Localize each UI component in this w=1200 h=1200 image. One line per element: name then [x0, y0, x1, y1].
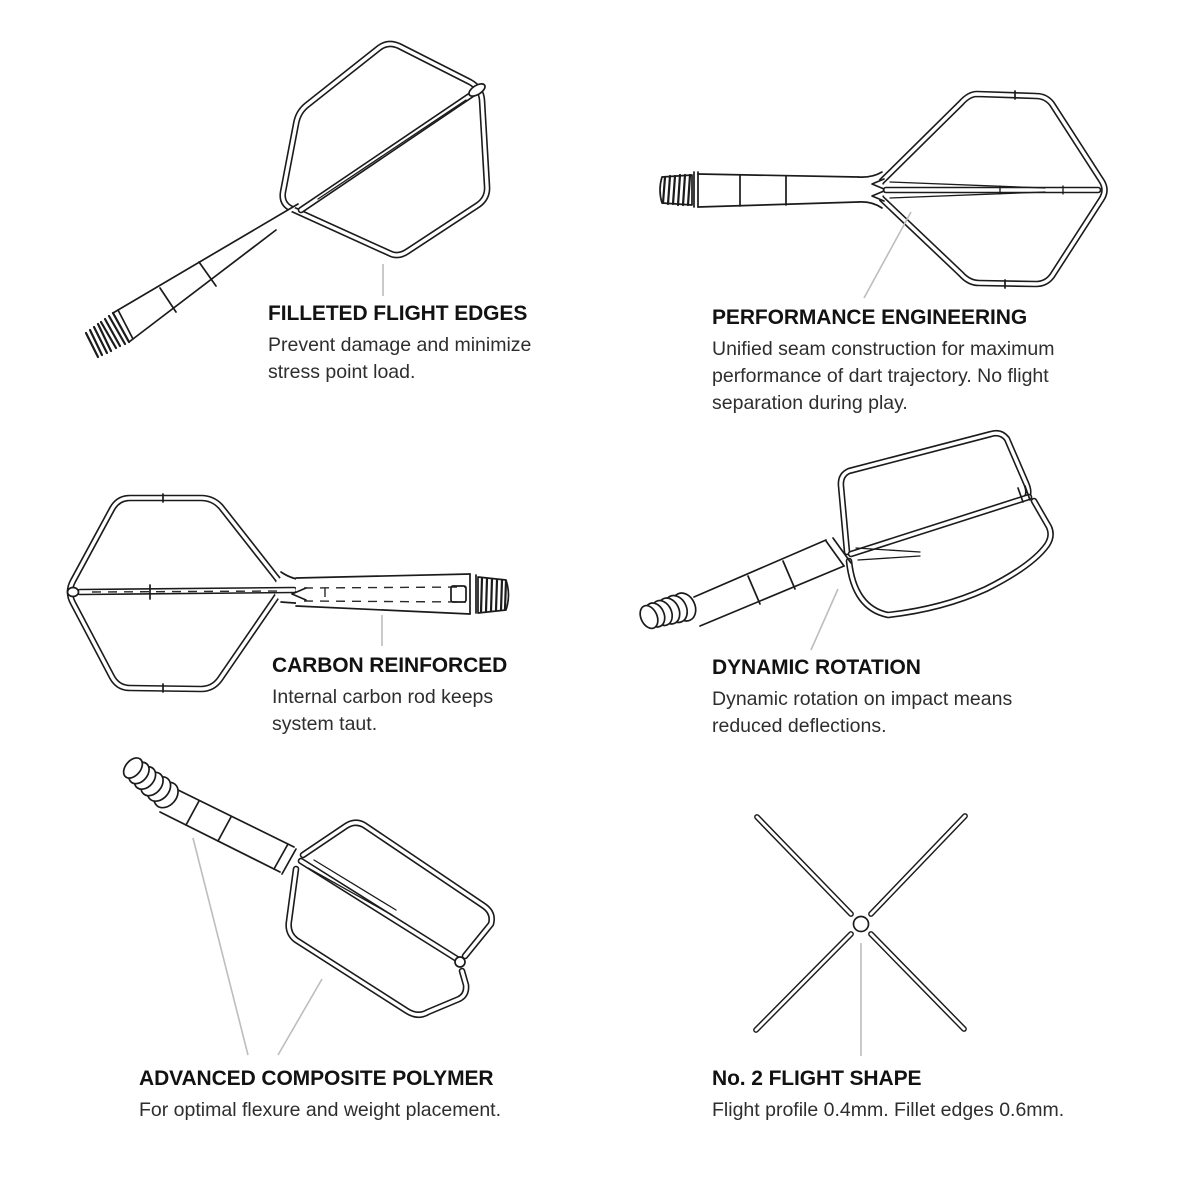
feature-filleted-flight-edges [268, 301, 548, 386]
leader-line [811, 589, 838, 650]
center-hub [854, 917, 869, 932]
dart-flight-perspective-wireframe-drawing [637, 433, 1051, 650]
screw-thread-tip [637, 589, 700, 631]
feature-title: CARBON REINFORCED [272, 654, 508, 677]
flight-cross-section-x-profile-drawing [756, 816, 965, 1056]
feature-title: PERFORMANCE ENGINEERING [712, 306, 1028, 329]
leader-line [193, 838, 248, 1055]
feature-description: Internal carbon rod keeps system taut. [272, 686, 494, 735]
screw-thread-tip [478, 577, 509, 613]
feature-description: For optimal flexure and weight placement. [139, 1099, 502, 1121]
leader-line [864, 212, 911, 298]
leader-line [278, 979, 322, 1055]
feature-description: Unified seam construction for maximum performance of dart trajectory. No flight separation during play. [712, 338, 1055, 414]
feature-dynamic-rotation [712, 655, 1048, 740]
feature-no-2-flight-shape [712, 1066, 1142, 1124]
dart-flight-plan-view-shaft-left-drawing [660, 91, 1105, 298]
feature-title: No. 2 FLIGHT SHAPE [712, 1067, 922, 1090]
feature-title: FILLETED FLIGHT EDGES [268, 302, 528, 325]
dart-flight-front-three-quarter-drawing [120, 754, 492, 1055]
feature-performance-engineering [712, 305, 1084, 417]
feature-advanced-composite-polymer [139, 1066, 609, 1124]
feature-description: Flight profile 0.4mm. Fillet edges 0.6mm. [712, 1099, 1065, 1121]
feature-carbon-reinforced [272, 653, 540, 738]
feature-description: Prevent damage and minimize stress point load. [268, 334, 532, 383]
feature-title: ADVANCED COMPOSITE POLYMER [139, 1067, 494, 1090]
feature-description: Dynamic rotation on impact means reduced deflections. [712, 688, 1013, 737]
screw-thread-tip [660, 175, 692, 205]
feature-title: DYNAMIC ROTATION [712, 656, 921, 679]
